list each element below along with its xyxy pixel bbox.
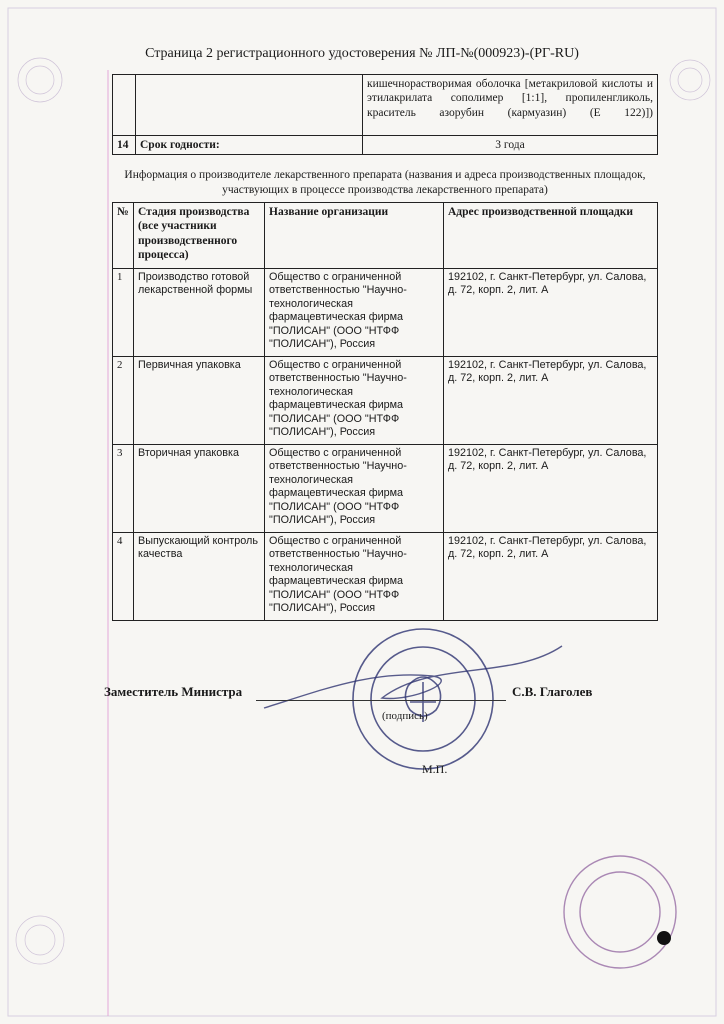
row-number: 4 [113,533,134,621]
table-row [113,136,658,155]
signature-line [256,700,506,701]
manufacturer-table [112,202,658,621]
row-organization: Общество с ограниченной ответственностью "Научно-технологическая фармацевтическая фирма "ПОЛИСАН" (ООО "НТФФ "ПОЛИСАН"), Россия [265,357,444,445]
shelf-life-number: 14 [113,136,136,155]
signature-block [104,684,664,744]
manufacturer-info-heading: Информация о производителе лекарственного препарата (названия и адреса производственных площадок, участвующих в процессе производства лекарственного препарата) [124,169,646,196]
row-stage: Первичная упаковка [134,357,265,445]
row-stage: Выпускающий контроль качества [134,533,265,621]
row-address: 192102, г. Санкт-Петербург, ул. Салова, д. 72, корп. 2, лит. А [444,357,658,445]
table-row [113,75,658,136]
table-row [113,269,658,357]
row-number: 1 [113,269,134,357]
table-row [113,445,658,533]
composition-table [112,74,658,155]
punch-hole [657,931,671,945]
signatory-name: С.В. Глаголев [512,684,593,699]
signatory-title: Заместитель Министра [104,684,243,699]
stamp-label: М.П. [422,762,448,776]
row-organization: Общество с ограниченной ответственностью "Научно-технологическая фармацевтическая фирма "ПОЛИСАН" (ООО "НТФФ "ПОЛИСАН"), Россия [265,269,444,357]
shelf-life-value: 3 года [363,136,658,155]
header-organization: Название организации [265,203,444,269]
shelf-life-label: Срок годности: [136,136,363,155]
row-organization: Общество с ограниченной ответственностью "Научно-технологическая фармацевтическая фирма "ПОЛИСАН" (ООО "НТФФ "ПОЛИСАН"), Россия [265,445,444,533]
signature-caption: (подпись) [382,710,428,722]
row-number: 2 [113,357,134,445]
page-title: Страница 2 регистрационного удостоверения № ЛП-№(000923)-(РГ-RU) [145,46,579,61]
table-row [113,357,658,445]
header-address: Адрес производственной площадки [444,203,658,269]
row-address: 192102, г. Санкт-Петербург, ул. Салова, д. 72, корп. 2, лит. А [444,533,658,621]
header-stage: Стадия производства (все участники производственного процесса) [134,203,265,269]
header-number: № [113,203,134,269]
empty-cell [113,75,136,136]
composition-continuation: кишечнорастворимая оболочка [метакриловой кислоты и этилакрилата сополимер [1:1], пропиленгликоль, краситель азорубин (кармуазин) (Е 122)]) [363,75,658,136]
row-address: 192102, г. Санкт-Петербург, ул. Салова, д. 72, корп. 2, лит. А [444,445,658,533]
row-stage: Производство готовой лекарственной формы [134,269,265,357]
table-row [113,533,658,621]
table-header-row [113,203,658,269]
empty-cell [136,75,363,136]
row-stage: Вторичная упаковка [134,445,265,533]
row-address: 192102, г. Санкт-Петербург, ул. Салова, д. 72, корп. 2, лит. А [444,269,658,357]
row-number: 3 [113,445,134,533]
row-organization: Общество с ограниченной ответственностью "Научно-технологическая фармацевтическая фирма "ПОЛИСАН" (ООО "НТФФ "ПОЛИСАН"), Россия [265,533,444,621]
company-stamp [560,852,680,972]
